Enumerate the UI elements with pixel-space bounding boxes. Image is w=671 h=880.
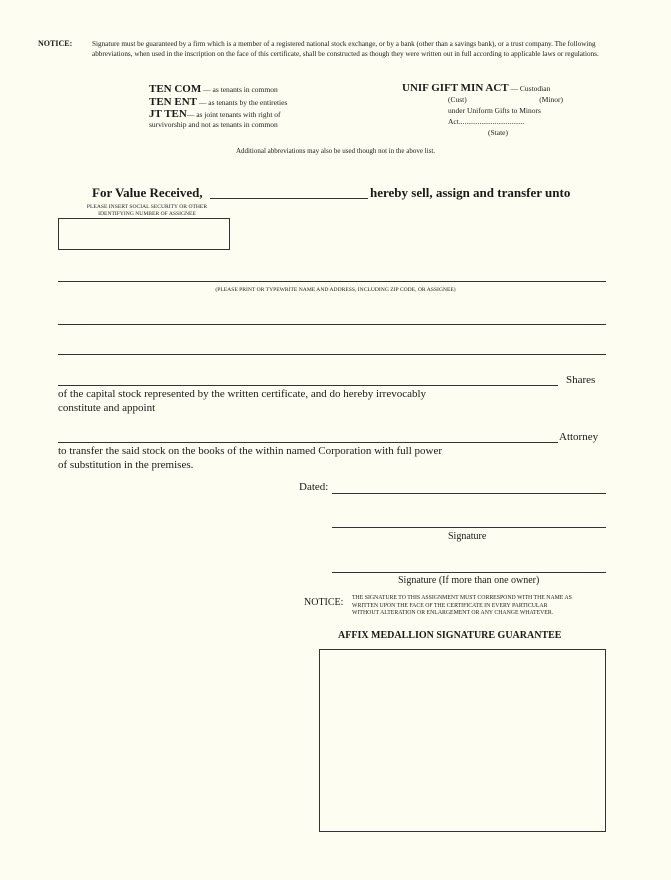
unif-minor: (Minor) <box>539 95 563 104</box>
additional-abbreviations-note: Additional abbreviations may also be used though not in the above list. <box>235 147 436 155</box>
shares-line[interactable] <box>58 385 558 386</box>
dated-line[interactable] <box>332 493 606 494</box>
capital-stock-text-2: constitute and appoint <box>58 402 156 414</box>
transfer-text: to transfer the said stock on the books of the within named Corporation with full power <box>58 445 443 457</box>
abbr-ten-com-code: TEN COM <box>149 83 202 95</box>
abbr-jt-ten-code: JT TEN <box>149 108 187 120</box>
signature-line[interactable] <box>332 527 606 528</box>
abbr-ten-ent-desc: — as tenants by the entireties <box>198 98 288 107</box>
abbr-jt-ten-desc: — as joint tenants with right of <box>186 110 281 119</box>
notice-top-text: Signature must be guaranteed by a firm which is a member of a registered national stock exchange, or by a bank (other than a savings bank), or a trust company. The following abbreviations, when used in the inscription on the face of this certificate, shall be constructed as though they were written out in full according to applicable laws or regulations. <box>92 40 599 58</box>
abbr-ten-ent-code: TEN ENT <box>149 96 197 108</box>
shares-label: Shares <box>566 374 596 386</box>
dated-label: Dated: <box>299 481 329 493</box>
notice-bottom-line-2: WRITTEN UPON THE FACE OF THE CERTIFICATE IN EVERY PARTICULAR <box>352 602 548 609</box>
unif-cust: (Cust) <box>448 95 467 104</box>
notice-bottom-text <box>352 595 612 618</box>
signature2-label: Signature (If more than one owner) <box>398 575 540 586</box>
abbreviations-left <box>149 83 349 130</box>
unif-code: UNIF GIFT MIN ACT <box>402 82 509 94</box>
grantor-name-line[interactable] <box>210 198 368 199</box>
unif-desc: — Custodian <box>510 84 551 93</box>
assignee-name-line[interactable] <box>58 281 606 282</box>
notice-top-label: NOTICE: <box>38 39 73 48</box>
unif-under: under Uniform Gifts to Minors <box>448 106 541 115</box>
unif-act: Act................................... <box>448 117 525 126</box>
abbreviations-right <box>402 83 612 138</box>
notice-bottom-line-3: WITHOUT ALTERATION OR ENLARGEMENT OR ANY CHANGE WHATEVER. <box>352 610 554 616</box>
signature-label: Signature <box>448 531 487 542</box>
hereby-sell-text: hereby sell, assign and transfer unto <box>370 185 571 200</box>
assignee-address-line-2[interactable] <box>58 354 606 355</box>
abbr-ten-com-desc: — as tenants in common <box>203 85 278 94</box>
ssn-input-box[interactable] <box>58 218 230 250</box>
transfer-text-2: of substitution in the premises. <box>58 459 194 471</box>
attorney-line[interactable] <box>58 442 558 443</box>
capital-stock-text: of the capital stock represented by the written certificate, and do hereby irrevocably <box>58 388 427 400</box>
notice-bottom-line-1: THE SIGNATURE TO THIS ASSIGNMENT MUST CORRESPOND WITH THE NAME AS <box>352 595 572 601</box>
abbr-jt-ten-cont: survivorship and not as tenants in common <box>149 120 278 129</box>
signature2-line[interactable] <box>332 572 606 573</box>
medallion-guarantee-box[interactable] <box>319 649 606 832</box>
ssn-label <box>72 204 222 218</box>
attorney-label: Attorney <box>559 431 599 443</box>
assignee-address-line-1[interactable] <box>58 324 606 325</box>
print-name-label: (PLEASE PRINT OR TYPEWRITE NAME AND ADDRESS, INCLUDING ZIP CODE, OR ASSIGNEE) <box>215 287 456 293</box>
ssn-label-line-1: PLEASE INSERT SOCIAL SECURITY OR OTHER <box>86 204 208 210</box>
affix-medallion-label: AFFIX MEDALLION SIGNATURE GUARANTEE <box>338 630 562 641</box>
for-value-received: For Value Received, <box>92 185 203 200</box>
ssn-label-line-2: IDENTIFYING NUMBER OF ASSIGNEE <box>98 211 196 217</box>
unif-state: (State) <box>488 128 508 137</box>
notice-bottom-label: NOTICE: <box>304 597 344 608</box>
